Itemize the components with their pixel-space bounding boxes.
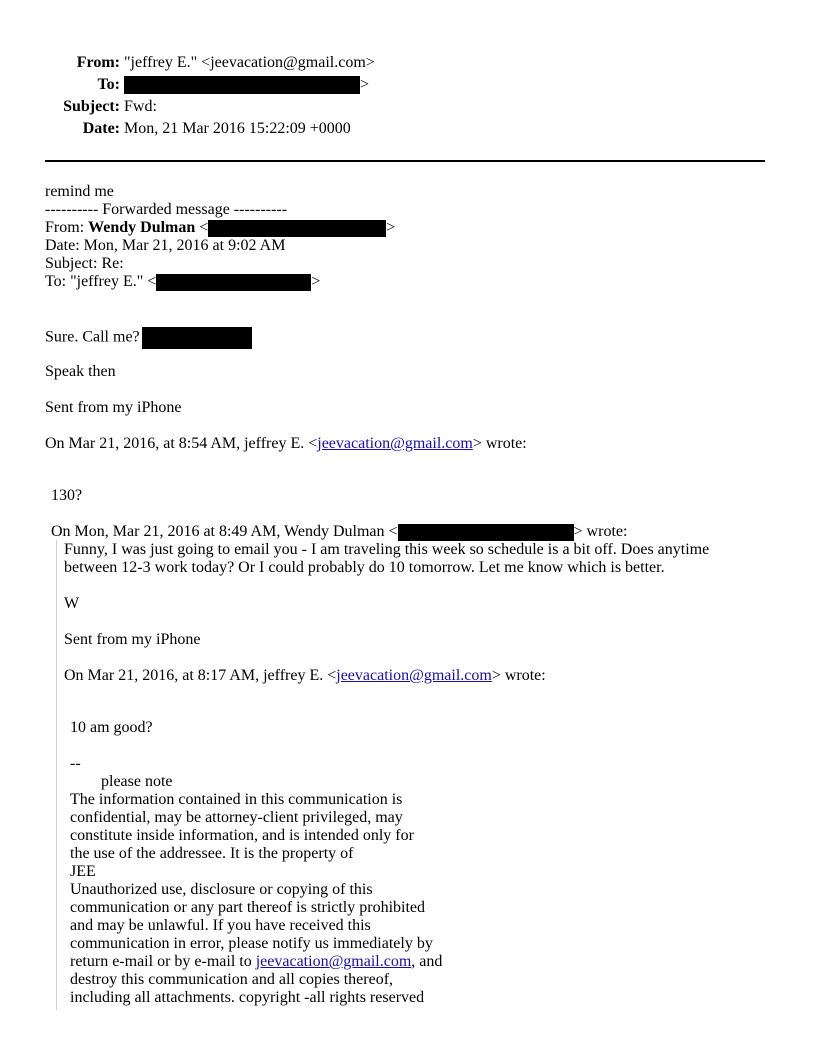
disclaimer-line-8: and may be unlawful. If you have received this — [70, 917, 371, 934]
disclaimer-line-1: The information contained in this communication is — [70, 791, 403, 808]
subject-value: Fwd: — [124, 98, 157, 115]
disclaimer-line-7: communication or any part thereof is strictly prohibited — [70, 899, 426, 916]
email-link[interactable]: jeevacation@gmail.com — [336, 667, 492, 684]
fwd-to-line — [45, 273, 320, 291]
sure-text: Sure. Call me? — [45, 328, 140, 346]
redaction-box — [142, 327, 252, 349]
email-link[interactable]: jeevacation@gmail.com — [255, 953, 412, 970]
sent-from-iphone-1: Sent from my iPhone — [45, 399, 182, 416]
header-subject-row — [0, 96, 380, 118]
header-to-row — [0, 74, 380, 96]
from-label: From: — [76, 54, 120, 71]
header-date-row — [0, 118, 380, 140]
fwd-from-open: < — [195, 219, 209, 236]
please-note: please note — [101, 773, 173, 790]
to-suffix: > — [360, 76, 370, 93]
fwd-from-line — [45, 219, 395, 237]
fwd-to-prefix: To: "jeffrey E." < — [45, 273, 157, 290]
disclaimer-line-6: Unauthorized use, disclosure or copying of this — [70, 881, 373, 898]
signature-dash: -- — [70, 755, 81, 772]
on-wrote-line-2 — [51, 523, 627, 541]
disclaimer-line-10 — [70, 953, 442, 971]
fwd-subject-line: Subject: Re: — [45, 255, 124, 272]
disclaimer-line-11: destroy this communication and all copies thereof, — [70, 971, 394, 988]
sure-line — [45, 327, 252, 349]
on-wrote-line-3 — [64, 667, 546, 685]
signature-w: W — [64, 595, 80, 612]
speak-line: Speak then — [45, 363, 116, 380]
disclaimer-line-4: the use of the addressee. It is the property of — [70, 845, 354, 862]
header-from-row — [0, 52, 380, 74]
fwd-from-name: Wendy Dulman — [88, 219, 196, 236]
fwd-date-line: Date: Mon, Mar 21, 2016 at 9:02 AM — [45, 237, 286, 254]
disclaimer-line-3: constitute inside information, and is intended only for — [70, 827, 414, 844]
redaction-box — [156, 274, 311, 291]
date-value: Mon, 21 Mar 2016 15:22:09 +0000 — [124, 120, 351, 137]
disc10-prefix: return e-mail or by e-mail to — [70, 953, 256, 970]
disclaimer-line-2: confidential, may be attorney-client privileged, may — [70, 809, 403, 826]
redaction-box — [208, 220, 386, 237]
on1-prefix: On Mar 21, 2016, at 8:54 AM, jeffrey E. < — [45, 435, 318, 452]
ten-am-line: 10 am good? — [70, 719, 153, 736]
body-remind: remind me — [45, 183, 114, 200]
disclaimer-line-5: JEE — [70, 863, 96, 880]
redaction-box — [124, 76, 360, 94]
on1-suffix: > wrote: — [472, 435, 527, 452]
on2-prefix: On Mon, Mar 21, 2016 at 8:49 AM, Wendy Dulman < — [51, 523, 398, 540]
sent-from-iphone-2: Sent from my iPhone — [64, 631, 201, 648]
reply-130: 130? — [51, 487, 83, 504]
fwd-from-close: > — [386, 219, 396, 236]
to-value — [124, 74, 369, 96]
disclaimer-line-9: communication in error, please notify us immediately by — [70, 935, 433, 952]
redaction-box — [398, 524, 574, 541]
on-wrote-line-1 — [45, 435, 527, 453]
header-divider — [45, 160, 765, 162]
disclaimer-line-12: including all attachments. copyright -all rights reserved — [70, 989, 425, 1006]
on2-suffix: > wrote: — [573, 523, 628, 540]
subject-label: Subject: — [63, 98, 120, 115]
on3-suffix: > wrote: — [491, 667, 546, 684]
to-label: To: — [97, 76, 120, 93]
funny-line-2: between 12-3 work today? Or I could probably do 10 tomorrow. Let me know which is better. — [64, 559, 665, 576]
fwd-from-prefix: From: — [45, 219, 89, 236]
email-link[interactable]: jeevacation@gmail.com — [317, 435, 473, 452]
from-value: "jeffrey E." <jeevacation@gmail.com> — [124, 54, 375, 71]
email-header — [0, 52, 380, 140]
disc10-suffix: , and — [411, 953, 443, 970]
funny-line-1: Funny, I was just going to email you - I am traveling this week so schedule is a bit off. Does anytime — [64, 541, 710, 558]
forwarded-marker: ---------- Forwarded message ---------- — [45, 201, 288, 218]
on3-prefix: On Mar 21, 2016, at 8:17 AM, jeffrey E. < — [64, 667, 337, 684]
date-label: Date: — [82, 120, 120, 137]
quote-bar — [56, 540, 61, 1010]
fwd-to-close: > — [311, 273, 321, 290]
